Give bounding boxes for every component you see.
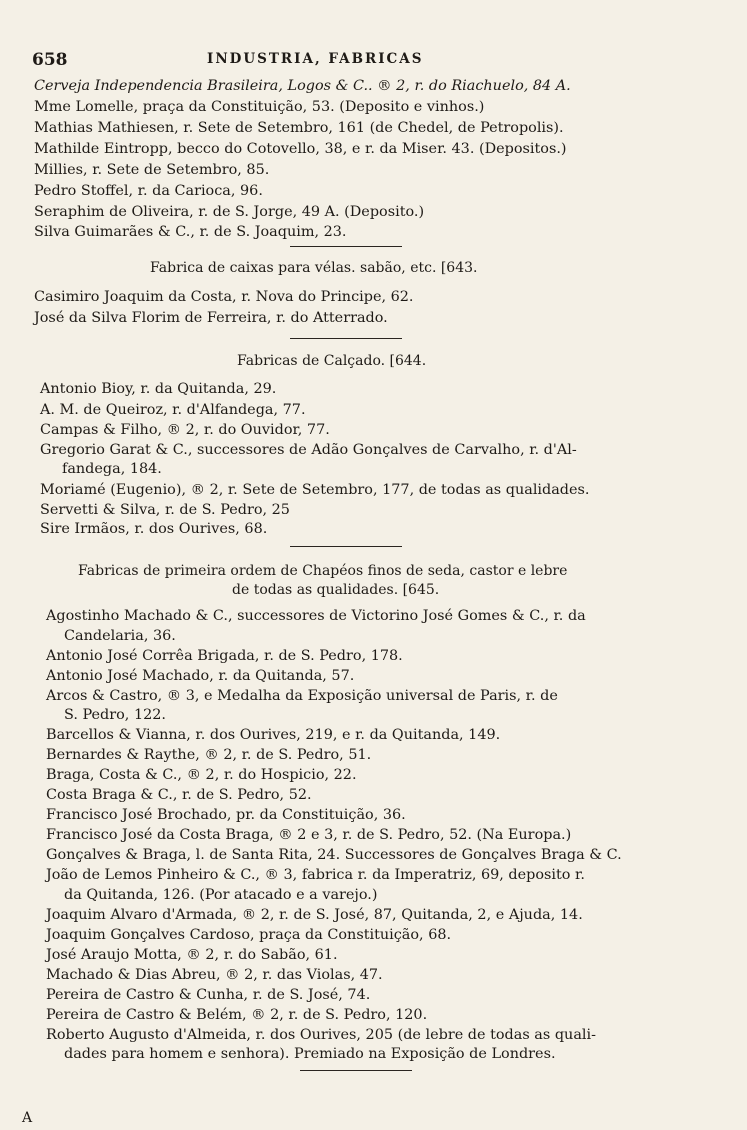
list-item: Joaquim Alvaro d'Armada, ® 2, r. de S. José, 87, Quitanda, 2, e Ajuda, 14. xyxy=(46,907,583,923)
list-item: José Araujo Motta, ® 2, r. do Sabão, 61. xyxy=(46,947,338,963)
list-item: Joaquim Gonçalves Cardoso, praça da Constituição, 68. xyxy=(46,927,452,943)
list-item: da Quitanda, 126. (Por atacado e a varejo.) xyxy=(64,887,378,903)
list-item: Pereira de Castro & Belém, ® 2, r. de S. Pedro, 120. xyxy=(46,1007,428,1023)
running-title: INDUSTRIA, FABRICAS xyxy=(207,51,424,67)
list-item: Antonio José Corrêa Brigada, r. de S. Pedro, 178. xyxy=(46,648,403,664)
divider xyxy=(290,338,402,339)
list-item: Mme Lomelle, praça da Constituição, 53. (Deposito e vinhos.) xyxy=(34,99,485,115)
list-item: Millies, r. Sete de Setembro, 85. xyxy=(34,162,270,178)
list-item: Candelaria, 36. xyxy=(64,628,176,644)
list-item: Mathilde Eintropp, becco do Cotovello, 38, e r. da Miser. 43. (Depositos.) xyxy=(34,141,567,157)
list-item: S. Pedro, 122. xyxy=(64,707,166,723)
list-item: Roberto Augusto d'Almeida, r. dos Ourives, 205 (de lebre de todas as quali- xyxy=(46,1027,596,1043)
list-item: Agostinho Machado & C., successores de Victorino José Gomes & C., r. da xyxy=(46,608,586,624)
list-item: dades para homem e senhora). Premiado na Exposição de Londres. xyxy=(64,1046,556,1062)
list-item: Machado & Dias Abreu, ® 2, r. das Violas, 47. xyxy=(46,967,383,983)
list-item: Mathias Mathiesen, r. Sete de Setembro, 161 (de Chedel, de Petropolis). xyxy=(34,120,564,136)
section-title-caixas: Fabrica de caixas para vélas. sabão, etc. [643. xyxy=(150,260,478,276)
list-item: Arcos & Castro, ® 3, e Medalha da Exposição universal de Paris, r. de xyxy=(46,688,558,704)
list-item: Barcellos & Vianna, r. dos Ourives, 219, e r. da Quitanda, 149. xyxy=(46,727,501,743)
list-item: Francisco José Brochado, pr. da Constituição, 36. xyxy=(46,807,406,823)
list-item: Antonio José Machado, r. da Quitanda, 57. xyxy=(46,668,355,684)
section-title-chapeos-2: de todas as qualidades. [645. xyxy=(232,582,440,598)
section-title-chapeos: Fabricas de primeira ordem de Chapéos finos de seda, castor e lebre xyxy=(78,563,568,579)
list-item: Pereira de Castro & Cunha, r. de S. José, 74. xyxy=(46,987,371,1003)
list-item: Moriamé (Eugenio), ® 2, r. Sete de Setembro, 177, de todas as qualidades. xyxy=(40,482,590,498)
list-item: Gonçalves & Braga, l. de Santa Rita, 24. Successores de Gonçalves Braga & C. xyxy=(46,847,622,863)
divider xyxy=(300,1070,412,1071)
list-item: Braga, Costa & C., ® 2, r. do Hospicio, 22. xyxy=(46,767,357,783)
page-header xyxy=(32,50,672,72)
section-title-calcado: Fabricas de Calçado. [644. xyxy=(237,353,427,369)
list-item: Sire Irmãos, r. dos Ourives, 68. xyxy=(40,521,268,537)
list-item: José da Silva Florim de Ferreira, r. do Atterrado. xyxy=(34,310,388,326)
page-number: 658 xyxy=(32,50,68,70)
divider xyxy=(290,546,402,547)
list-item: Francisco José da Costa Braga, ® 2 e 3, r. de S. Pedro, 52. (Na Europa.) xyxy=(46,827,572,843)
list-item: A. M. de Queiroz, r. d'Alfandega, 77. xyxy=(40,402,306,418)
divider xyxy=(290,246,402,247)
list-item: João de Lemos Pinheiro & C., ® 3, fabrica r. da Imperatriz, 69, deposito r. xyxy=(46,867,585,883)
list-item: Silva Guimarães & C., r. de S. Joaquim, 23. xyxy=(34,224,347,240)
list-item: Bernardes & Raythe, ® 2, r. de S. Pedro, 51. xyxy=(46,747,372,763)
list-item: Antonio Bioy, r. da Quitanda, 29. xyxy=(40,381,277,397)
list-item: Seraphim de Oliveira, r. de S. Jorge, 49 A. (Deposito.) xyxy=(34,204,425,220)
list-item: Cerveja Independencia Brasileira, Logos & C.. ® 2, r. do Riachuelo, 84 A. xyxy=(34,78,571,94)
list-item: Servetti & Silva, r. de S. Pedro, 25 xyxy=(40,502,290,518)
list-item: Pedro Stoffel, r. da Carioca, 96. xyxy=(34,183,263,199)
list-item: Campas & Filho, ® 2, r. do Ouvidor, 77. xyxy=(40,422,330,438)
list-item: Casimiro Joaquim da Costa, r. Nova do Principe, 62. xyxy=(34,289,414,305)
footer-mark: A xyxy=(22,1110,33,1126)
list-item: fandega, 184. xyxy=(62,461,162,477)
list-item: Costa Braga & C., r. de S. Pedro, 52. xyxy=(46,787,312,803)
list-item: Gregorio Garat & C., successores de Adão Gonçalves de Carvalho, r. d'Al- xyxy=(40,442,577,458)
